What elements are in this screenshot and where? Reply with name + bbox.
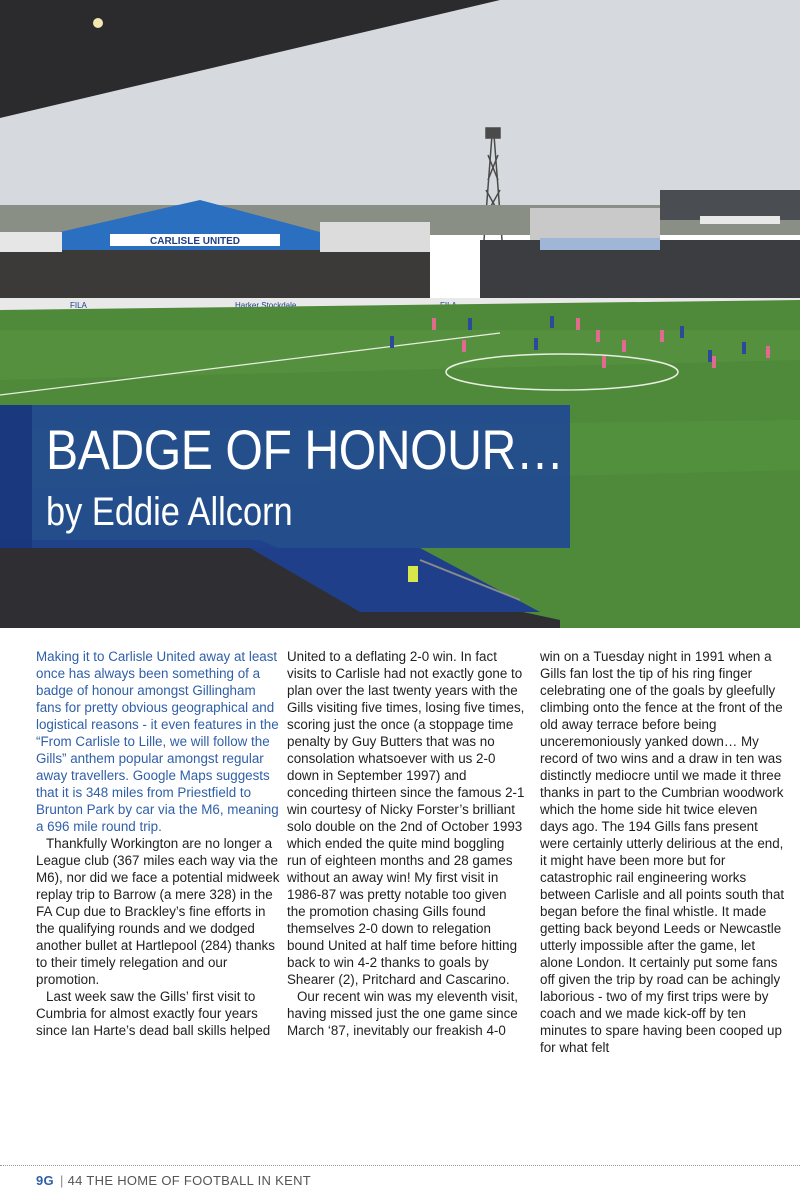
footer-divider [0,1165,800,1166]
headline: BADGE OF HONOUR… [46,418,564,481]
roof-light [93,18,103,28]
article-paragraph: win on a Tuesday night in 1991 when a Gills fan lost the tip of his ring finger celebrating one of the goals by gleefully climbing onto the fence at the front of the old away terrace before being unceremoniously yanked down… My record of two wins and a draw in ten was distinctly mediocre until we made it three thanks in part to the Cumbrian woodwork which the home side hit twice eleven days ago. The 194 Gills fans present were certainly utterly delirious at the end, it might have been more but for catastrophic rail engineering works between Carlisle and all points south that began before the final whistle. It made getting back beyond Leeds or Newcastle utterly impossible after the game, let alone London. It certainly put some fans off given the trip by road can be achingly laborious - two of my first trips were by coach and we made kick-off by ten minutes to spare having been cooped up for what felt [540,649,785,1055]
article-paragraph: United to a deflating 2-0 win. In fact visits to Carlisle had not exactly gone to plan over the last twenty years with the Gills visiting five times, losing five times, scoring just the once (a stoppage time penalty by Guy Butters that was no consolation whatsoever with us 2-0 down in September 1997) and conceding thirteen since the famous 2-1 win courtesy of Nicky Forster’s brilliant solo double on the 2nd of October 1993 which ended the quite mind boggling run of eighteen months and 28 games without an away win! My first visit in 1986-87 was pretty notable too given the promotion chasing Gills found themselves 2-0 down to relegation bound United at half time before hitting back to win 4-2 thanks to goals by Shearer (2), Pritchard and Cascarino. [287,649,525,987]
ad-board-mid: Harker Stockdale [235,301,297,310]
stand-sign: CARLISLE UNITED [150,236,240,247]
byline: by Eddie Allcorn [46,490,293,534]
steward [408,566,418,582]
article-column-1 [36,648,282,1039]
footer-separator: | [59,1173,64,1188]
lead-paragraph: Making it to Carlisle United away at least once has always been something of a badge of honour amongst Gillingham fans for pretty obvious geographical and logistical reasons - it even features in the “From Carlisle to Lille, we will follow the Gills” anthem popular amongst regular away travellers. Google Maps suggests that it is 348 miles from Priestfield to Brunton Park by car via the M6, meaning a 696 mile round trip. [36,649,279,834]
article-column-3 [540,648,786,1056]
page-footer [36,1172,311,1190]
footer-title: THE HOME OF FOOTBALL IN KENT [86,1173,311,1188]
page-number: 44 [67,1173,83,1188]
article-paragraph: Last week saw the Gills’ first visit to Cumbria for almost exactly four years since Ian Harte’s dead ball skills helped [36,989,271,1038]
article-column-2 [287,648,527,1039]
title-band-accent [0,405,32,548]
article-paragraph: Thankfully Workington are no longer a League club (367 miles each way via the M6), nor did we face a potential midweek replay trip to Barrow (a mere 328) in the FA Cup due to Brackley’s fine efforts in the qualifying rounds and we dodged another bullet at Hartlepool (284) thanks to their timely relegation and our promotion. [36,836,280,987]
magazine-logo-icon: 9G [36,1173,54,1188]
article-paragraph: Our recent win was my eleventh visit, having missed just the one game since March ‘87, inevitably our freakish 4-0 [287,989,519,1038]
ad-board-fila-left: FILA [70,301,87,310]
